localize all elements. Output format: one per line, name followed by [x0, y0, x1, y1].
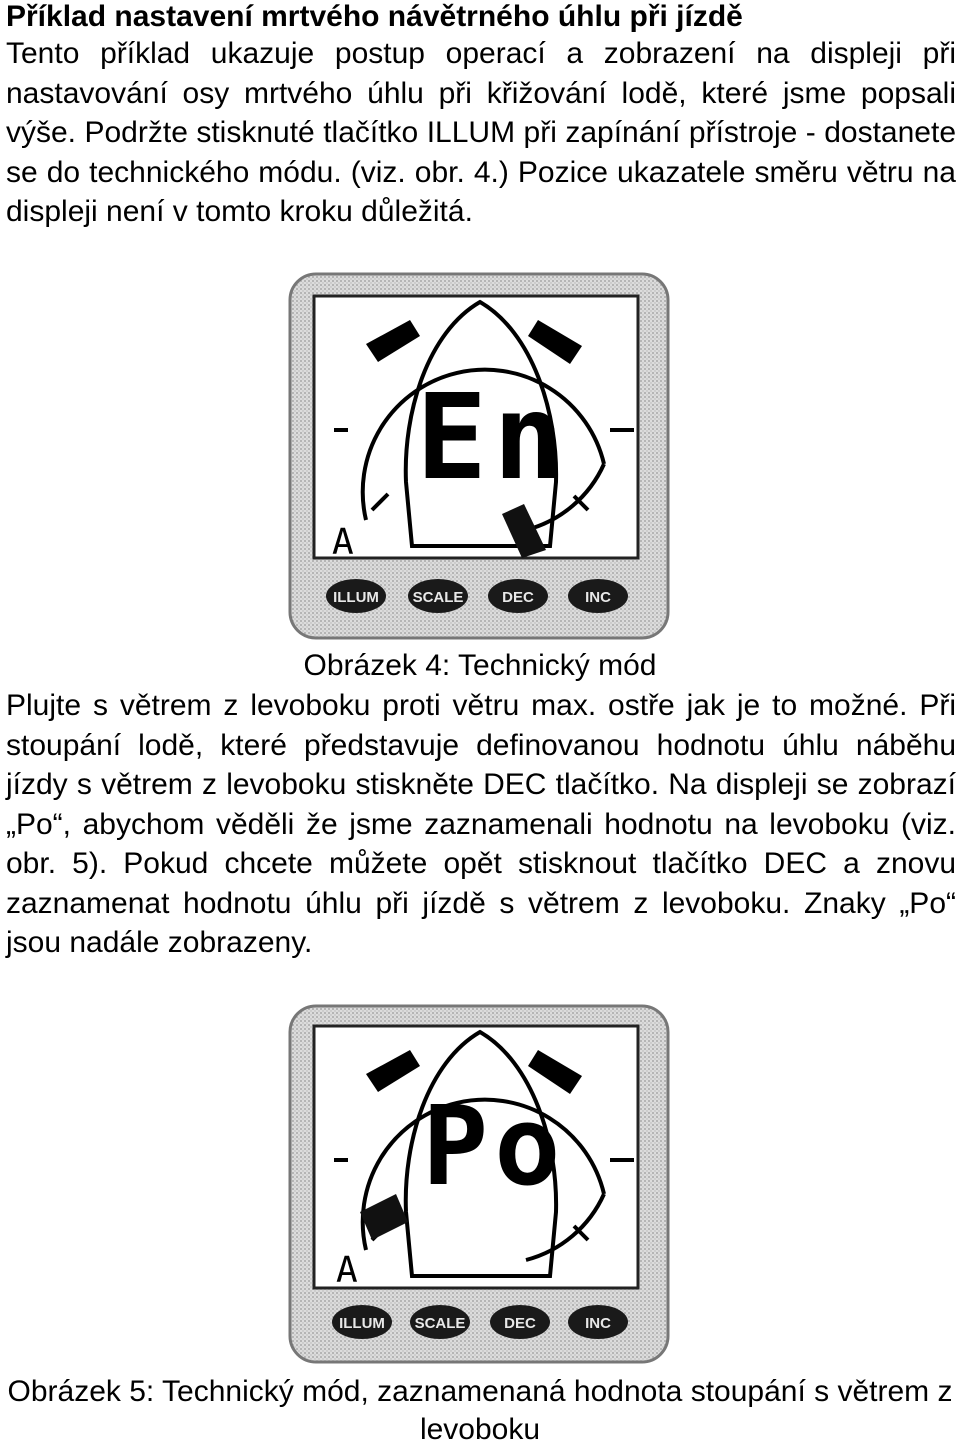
scale-button[interactable]: [408, 579, 468, 613]
dec-button[interactable]: [490, 1305, 550, 1339]
svg-text:INC: INC: [585, 1315, 611, 1332]
mode-indicator: A: [336, 1250, 358, 1291]
svg-text:ILLUM: ILLUM: [333, 589, 379, 606]
instruction-paragraph: Plujte s větrem z levoboku proti větru max. ostře jak je to možné. Při stoupání lodě, které představuje definovanou hodnotu úhlu náběhu jízdy s větrem z levoboku stiskněte DEC tlačítko. Na displeji se zobrazí „Po“, abychom věděli že jsme zaznamenali hodnotu na levoboku (viz. obr. 5). Pokud chcete můžete opět stisknout tlačítko DEC a znovu zaznamenat hodnotu úhlu při jízdě s větrem z levoboku. Znaky „Po“ jsou nadále zobrazeny.: [6, 689, 956, 959]
figure-5-caption: Obrázek 5: Technický mód, zaznamenaná hodnota stoupání s větrem z levoboku: [7, 1375, 953, 1446]
scale-button[interactable]: [410, 1305, 470, 1339]
display-text: En: [416, 368, 571, 506]
dec-button[interactable]: [488, 579, 548, 613]
intro-paragraph: Tento příklad ukazuje postup operací a zobrazení na displeji při nastavování osy mrtvého úhlu při křižování lodě, které jsme popsali výše. Podržte stisknuté tlačítko ILLUM při zapínání přístroje - dostanete se do technického módu. (viz. obr. 4.) Pozice ukazatele směru větru na displeji není v tomto kroku důležitá.: [6, 37, 956, 228]
display-text: Po: [422, 1082, 567, 1210]
svg-text:DEC: DEC: [502, 589, 534, 606]
svg-text:INC: INC: [585, 589, 611, 606]
figure-4-caption: Obrázek 4: Technický mód: [303, 649, 657, 682]
inc-button[interactable]: [568, 579, 628, 613]
svg-text:ILLUM: ILLUM: [339, 1315, 385, 1332]
illum-button[interactable]: [332, 1305, 392, 1339]
svg-text:DEC: DEC: [504, 1315, 536, 1332]
figure-5-instrument: [288, 1004, 672, 1366]
page-title: Příklad nastavení mrtvého návětrného úhlu při jízdě: [6, 0, 743, 33]
illum-button[interactable]: [326, 579, 386, 613]
figure-4-instrument: [288, 272, 672, 642]
svg-text:SCALE: SCALE: [412, 589, 464, 606]
inc-button[interactable]: [568, 1305, 628, 1339]
svg-text:SCALE: SCALE: [414, 1315, 466, 1332]
mode-indicator: A: [332, 522, 354, 563]
